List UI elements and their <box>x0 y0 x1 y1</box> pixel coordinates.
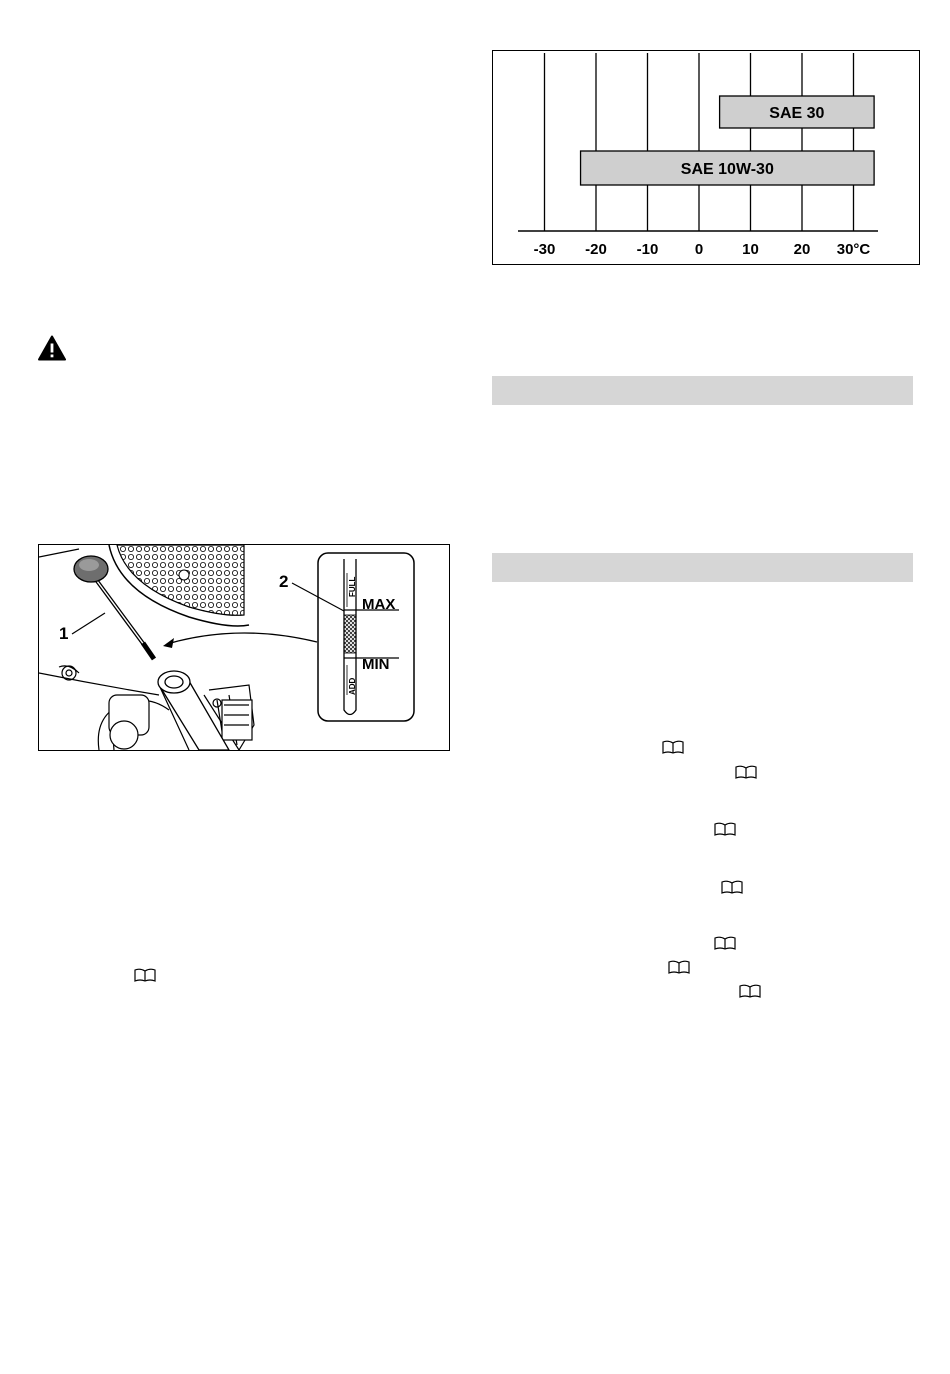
engine-grille <box>109 545 249 626</box>
viscosity-chart <box>492 50 920 265</box>
section-header-bar <box>492 376 913 405</box>
book-reference-icon <box>714 822 736 836</box>
x-tick-label: -10 <box>636 241 659 258</box>
book-reference-icon <box>714 936 736 950</box>
pointer-arrow <box>167 633 317 644</box>
x-tick-label: -20 <box>585 241 607 258</box>
x-tick-label: -30 <box>533 241 556 258</box>
callout-1: 1 <box>59 624 69 643</box>
section-header-bar <box>492 553 913 582</box>
book-reference-icon <box>668 960 690 974</box>
max-label: MAX <box>362 596 396 613</box>
add-label: ADD <box>348 677 357 695</box>
x-tick-label: 0 <box>694 241 704 258</box>
x-tick-label: 20 <box>793 241 811 258</box>
book-reference-icon <box>721 880 743 894</box>
callout-2: 2 <box>279 572 289 591</box>
full-label: FULL <box>348 576 357 597</box>
min-label: MIN <box>362 656 390 673</box>
book-reference-icon <box>739 984 761 998</box>
book-reference-icon <box>662 740 684 754</box>
range-bar-label: SAE 10W-30 <box>680 161 774 178</box>
viscosity-chart-svg <box>493 51 919 264</box>
book-reference-icon <box>735 765 757 779</box>
book-reference-icon <box>134 968 156 982</box>
x-tick-label: 10 <box>742 241 759 258</box>
warning-triangle-icon <box>38 335 66 361</box>
dipstick-figure <box>38 544 450 751</box>
x-tick-label: 30°C <box>836 241 871 258</box>
range-bar-label: SAE 30 <box>769 105 825 122</box>
dipstick-inset <box>318 553 414 721</box>
